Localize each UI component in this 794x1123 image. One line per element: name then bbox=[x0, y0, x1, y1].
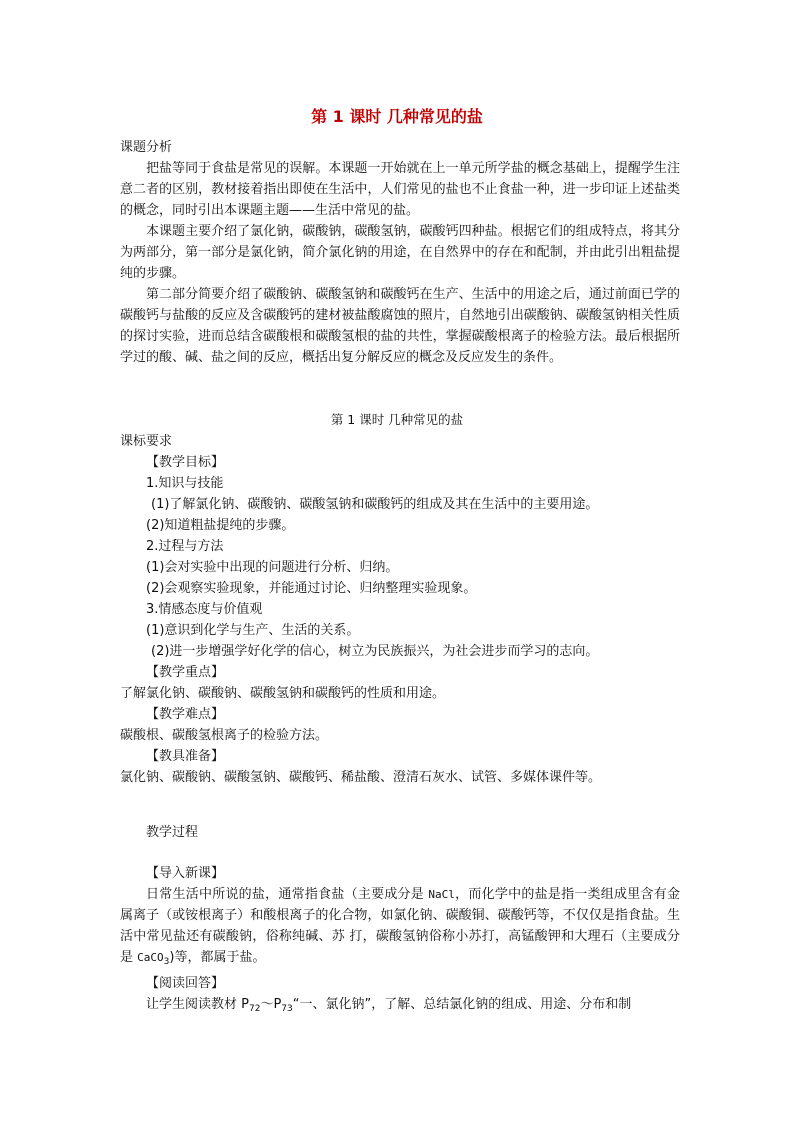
goal-process-item-1: (1)会对实验中出现的问题进行分析、归纳。 bbox=[146, 560, 399, 575]
teaching-process-heading: 教学过程 bbox=[146, 825, 199, 840]
teaching-process-heading-block bbox=[120, 822, 680, 843]
reading-text-b: ～P bbox=[260, 997, 282, 1012]
document-title: 第 1 课时 几种常见的盐 bbox=[311, 107, 483, 126]
goal-attitude-values: 3.情感态度与价值观 bbox=[146, 602, 263, 617]
intro-nacl-formula: NaCl bbox=[428, 888, 455, 901]
intro-text-c: )等，都属于盐。 bbox=[169, 950, 266, 965]
analysis-heading: 课题分析 bbox=[120, 140, 173, 155]
standards-heading: 课标要求 bbox=[120, 434, 173, 449]
lesson-analysis-section bbox=[120, 137, 680, 368]
goal-knowledge-item-1: (1)了解氯化钠、碳酸钠、碳酸氢钠和碳酸钙的组成及其在生活中的主要用途。 bbox=[151, 497, 599, 512]
reading-text-c: “一、氯化钠”，了解、总结氯化钠的组成、用途、分布和制 bbox=[292, 997, 632, 1012]
goal-attitude-item-2: (2)进一步增强学好化学的信心，树立为民族振兴，为社会进步而学习的志向。 bbox=[151, 644, 599, 659]
goal-knowledge-skills: 1.知识与技能 bbox=[146, 476, 224, 491]
goal-process-methods: 2.过程与方法 bbox=[146, 539, 224, 554]
teaching-difficulty-heading: 【教学难点】 bbox=[146, 707, 225, 722]
teaching-aids-text: 氯化钠、碳酸钠、碳酸氢钠、碳酸钙、稀盐酸、澄清石灰水、试管、多媒体课件等。 bbox=[120, 770, 602, 785]
analysis-paragraph-2: 本课题主要介绍了氯化钠，碳酸钠，碳酸氢钠，碳酸钙四种盐。根据它们的组成特点，将其分为两部分，第一部分是氯化钠，简介氯化钠的用途，在自然界中的存在和配制，并由此引出粗盐提纯的步骤。 bbox=[120, 224, 680, 281]
reading-heading: 【阅读回答】 bbox=[146, 976, 225, 991]
reading-page-end-subscript: 73 bbox=[281, 1004, 293, 1014]
teaching-aids-heading: 【教具准备】 bbox=[146, 749, 225, 764]
goal-knowledge-item-2: (2)知道粗盐提纯的步骤。 bbox=[146, 518, 295, 533]
teaching-focus-heading: 【教学重点】 bbox=[146, 665, 225, 680]
intro-heading: 【导入新课】 bbox=[146, 866, 225, 881]
teaching-focus-text: 了解氯化钠、碳酸钠、碳酸氢钠和碳酸钙的性质和用途。 bbox=[120, 686, 446, 701]
analysis-paragraph-3: 第二部分简要介绍了碳酸钠、碳酸氢钠和碳酸钙在生产、生活中的用途之后，通过前面已学的碳酸钙与盐酸的反应及含碳酸钙的建材被盐酸腐蚀的照片，自然地引出碳酸钠、碳酸氢钠相关性质的探讨实验，进而总结含碳酸根和碳酸氢根的盐的共性，掌握碳酸根离子的检验方法。最后根据所学过的酸、碱、盐之间的反应，概括出复分解反应的概念及反应发生的条件。 bbox=[120, 287, 680, 365]
reading-paragraph bbox=[120, 994, 680, 1020]
teaching-difficulty-text: 碳酸根、碳酸氢根离子的检验方法。 bbox=[120, 728, 329, 743]
reading-text-a: 让学生阅读教材 P bbox=[146, 997, 249, 1012]
intro-text-a: 日常生活中所说的盐，通常指食盐（主要成分是 bbox=[146, 887, 429, 902]
teaching-process-section bbox=[120, 863, 680, 1020]
intro-paragraph bbox=[120, 884, 680, 973]
teaching-goals-heading: 【教学目标】 bbox=[146, 455, 225, 470]
section-subtitle: 第 1 课时 几种常见的盐 bbox=[330, 412, 464, 427]
intro-text-b: ，而化学中的盐是指一类组成里含有金属离子（或铵根离子）和酸根离子的化合物，如氯化钠、碳酸铜、碳酸钙等，不仅仅是指食盐。生活中常见盐还有碳酸钠，俗称纯碱、苏 打，碳酸氢钠俗称小苏打，高锰酸钾和大理石（主要成分是 bbox=[120, 887, 680, 965]
goal-attitude-item-1: (1)意识到化学与生产、生活的关系。 bbox=[146, 623, 360, 638]
analysis-paragraph-1: 把盐等同于食盐是常见的误解。本课题一开始就在上一单元所学盐的概念基础上，提醒学生注意二者的区别，教材接着指出即使在生活中，人们常见的盐也不止食盐一种，进一步印证上述盐类的概念，同时引出本课题主题——生活中常见的盐。 bbox=[120, 161, 680, 218]
intro-caco3-formula: CaCO bbox=[137, 951, 164, 964]
intro-caco3-subscript: 3 bbox=[163, 957, 170, 967]
curriculum-standards-section bbox=[120, 431, 680, 788]
reading-page-start-subscript: 72 bbox=[248, 1004, 261, 1014]
goal-process-item-2: (2)会观察实验现象，并能通过讨论、归纳整理实验现象。 bbox=[146, 581, 477, 596]
